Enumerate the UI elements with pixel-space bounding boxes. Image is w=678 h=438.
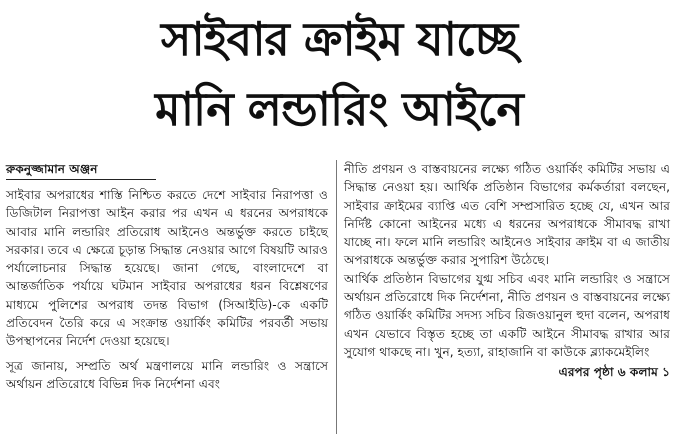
byline-underline	[6, 179, 156, 180]
paragraph: সূত্র জানায়, সম্প্রতি অর্থ মন্ত্রণালয়ে মানি লন্ডারিং ও সন্ত্রাসে অর্থায়ন প্রতিরোধে বিভিন্ন দিক নির্দেশনা এবং	[6, 358, 328, 391]
paragraph: সাইবার অপরাধের শাস্তি নিশ্চিত করতে দেশে সাইবার নিরাপত্তা ও ডিজিটাল নিরাপত্তা আইন করার পর এখন এ ধরনের অপরাধকে আবার মানি লন্ডারিং প্রতিরোধ আইনেও অন্তর্ভুক্ত করতে চাইছে সরকার। তবে এ ক্ষেত্রে চূড়ান্ত সিদ্ধান্ত নেওয়ার আগে বিষয়টি আরও পর্যালোচনার সিদ্ধান্ত হয়েছে। জানা গেছে, বাংলাদেশে বা আন্তর্জাতিক পর্যায়ে ঘটমান সাইবার অপরাধের ধরন বিশ্লেষণের মাধ্যমে পুলিশের অপরাধ তদন্ত বিভাগ (সিআইডি)-কে একটি প্রতিবেদন তৈরি করে এ সংক্রান্ত ওয়ার্কিং কমিটির পরবর্তী সভায় উপস্থাপনের নির্দেশ দেওয়া হয়েছে।	[6, 188, 328, 349]
column-divider	[336, 160, 337, 434]
paragraph: আর্থিক প্রতিষ্ঠান বিভাগের যুগ্ম সচিব এবং মানি লন্ডারিং ও সন্ত্রাসে অর্থায়ন প্রতিরোধে দিক নির্দেশনা, নীতি প্রণয়ন ও বাস্তবায়নের লক্ষ্যে গঠিত ওয়ার্কিং কমিটির সদস্য সচিব রিজওয়ানুল হুদা বলেন, অপরাধ এখন যেভাবে বিস্তৃত হচ্ছে তা একটি আইনে সীমাবদ্ধ রাখার আর সুযোগ থাকছে না। খুন, হত্যা, রাহাজানি বা কাউকে ব্ল্যাকমেইলিং	[344, 271, 670, 359]
article-column-right	[344, 160, 670, 382]
byline: রুকনুজ্জামান অঞ্জন	[6, 162, 98, 176]
headline-line-1: সাইবার ক্রাইম যাচ্ছে	[160, 12, 518, 66]
paragraph: নীতি প্রণয়ন ও বাস্তবায়নের লক্ষ্যে গঠিত ওয়ার্কিং কমিটির সভায় এ সিদ্ধান্ত নেওয়া হয়। আর্থিক প্রতিষ্ঠান বিভাগের কর্মকর্তারা বলছেন, সাইবার ক্রাইমের ব্যাপ্তি এত বেশি সম্প্রসারিত হচ্ছে যে, এখন আর নির্দিষ্ট কোনো আইনের মধ্যে এ ধরনের অপরাধকে সীমাবদ্ধ রাখা যাচ্ছে না। ফলে মানি লন্ডারিং আইনেও সাইবার ক্রাইম বা এ জাতীয় অপরাধকে অন্তর্ভুক্ত করার সুপারিশ উঠেছে।	[344, 162, 670, 268]
article-column-left	[6, 160, 328, 393]
continued-on-page[interactable]: এরপর পৃষ্ঠা ৬ কলাম ১	[558, 365, 670, 380]
headline	[0, 4, 678, 144]
headline-line-2: মানি লন্ডারিং আইনে	[155, 82, 523, 136]
